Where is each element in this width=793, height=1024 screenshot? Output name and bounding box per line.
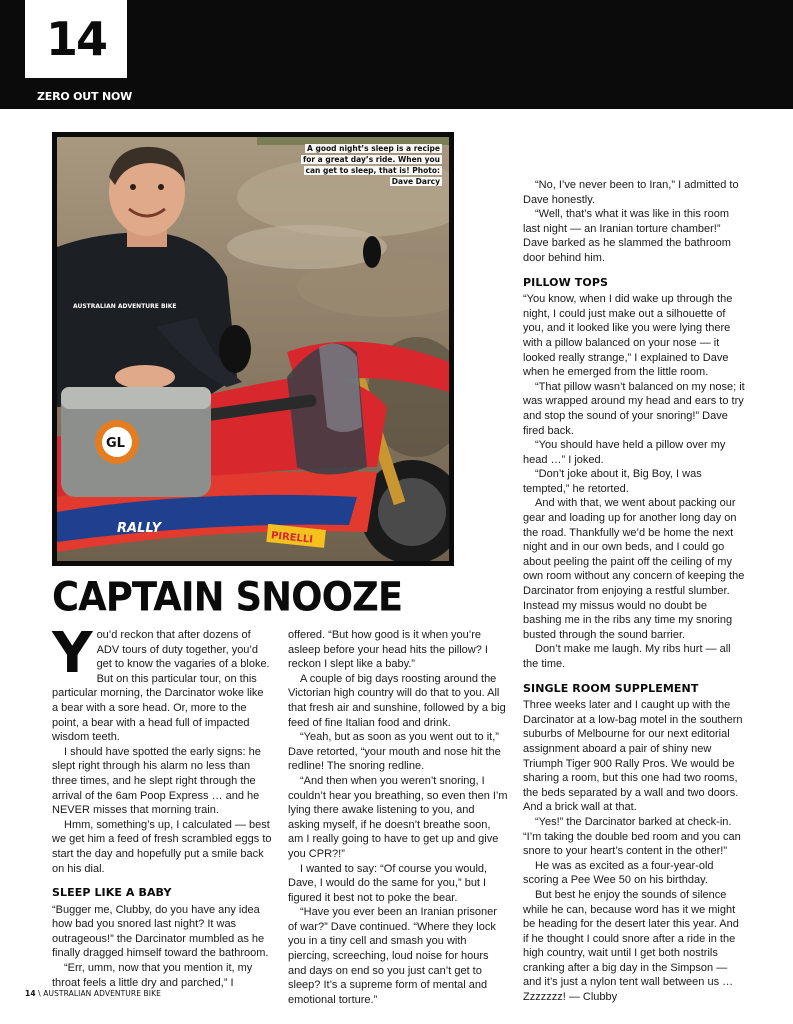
article-column-3 (523, 178, 745, 1005)
paragraph: Three weeks later and I caught up with the Darcinator at a low-bag motel in the southern suburbs of Melbourne for our next editorial assignment aboard a pair of shiny new Triumph Tiger 900 Rally Pros. We would be sharing a room, but this one had two rooms, the beds separated by a wall and two doors. And a brick wall at that. (523, 699, 743, 814)
rider-with-motorcycle-illustration (57, 137, 449, 561)
sponsor-logo: PIRELLI (270, 530, 314, 546)
footer-separator: \ (38, 989, 41, 998)
paragraph: “And then when you weren’t snoring, I couldn’t hear you breathing, so even then I’m lying there awake listening to you, and asking myself, if he doesn’t breathe soon, am I really going to have to get up and give you CPR?!” (288, 774, 508, 860)
article-column-1 (52, 621, 272, 990)
paragraph: “Have you ever been an Iranian prisoner of war?” Dave continued. “Where they lock you in a tiny cell and smash you with piercing, screeching, loud noise for hours and days on end so you just can’t get to sleep? It’s a supreme form of mental and emotional torture.” (288, 906, 497, 1006)
paragraph: “You know, when I did wake up through the night, I could just make out a silhouette of you, and it looked like you were lying there with a pillow balanced on your nose — it looked really strange,” I explained to Dave when he emerged from the little room. (523, 293, 733, 379)
drop-cap: Y (52, 621, 93, 686)
subheading: SLEEP LIKE A BABY (52, 886, 172, 900)
subheading: SINGLE ROOM SUPPLEMENT (523, 681, 699, 695)
photo-caption: A good night’s sleep is a recipe for a great day’s ride. When you can get to sleep, that is! Photo: Dave Darcy (302, 144, 440, 186)
paragraph: I should have spotted the early signs: he slept right through his alarm no less than three times, and he slept right through the arrival of the 6am Poop Express … and he NEVER misses that morning train. (52, 745, 261, 817)
paragraph: “Well, that’s what it was like in this room last night — an Iranian torture chamber!” Dave barked as he slammed the bathroom door behind him. (523, 208, 731, 264)
paragraph: “Err, umm, now that you mention it, my throat feels a little dry and parched,” I (52, 962, 253, 989)
paragraph: Don’t make me laugh. My ribs hurt — all the time. (523, 643, 731, 670)
footer-publication: AUSTRALIAN ADVENTURE BIKE (43, 989, 161, 998)
article-headline: CAPTAIN SNOOZE (52, 574, 403, 621)
paragraph: “That pillow wasn’t balanced on my nose; it was wrapped around my head and ears to try and stop the sound of your snoring!” Dave fired back. (523, 380, 745, 437)
paragraph: offered. “But how good is it when you’re asleep before your head hits the pillow? I reckon I slept like a baby.” (288, 629, 488, 671)
page-footer (25, 989, 161, 998)
paragraph: But best he enjoy the sounds of silence while he can, because word has it we might be heading for the desert later this year. And if he thought I could snore after a ride in the high country, wait until I get both nostrils cranking after a big day in the Simpson — and it’s just a nylon tent wall between us … Zzzzzzz! — Clubby (523, 888, 739, 1004)
paragraph: “Yeah, but as soon as you went out to it,” Dave retorted, “your mouth and nose hit the redline! The snoring redline. (288, 731, 501, 773)
shirt-logo: AUSTRALIAN ADVENTURE BIKE (73, 303, 177, 310)
paragraph: Hmm, something’s up, I calculated — best we get him a feed of fresh scrambled eggs to start the day and hopefully put a smile back on his dial. (52, 818, 272, 875)
paragraph: “No, I’ve never been to Iran,” I admitted to Dave honestly. (523, 179, 739, 206)
subheading: PILLOW TOPS (523, 275, 609, 289)
footer-page-number: 14 (25, 989, 36, 998)
top-banner (0, 0, 793, 109)
page-number-box (25, 0, 127, 78)
article-column-2 (288, 628, 508, 1007)
paragraph: I wanted to say: “Of course you would, Dave, I would do the same for you,” but I figured it best not to poke the bear. (288, 862, 488, 904)
section-label: ZERO OUT NOW (37, 90, 133, 103)
paragraph: He was as excited as a four-year-old scoring a Pee Wee 50 on his birthday. (523, 859, 714, 887)
fairing-text: RALLY (117, 521, 162, 536)
paragraph: A couple of big days roosting around the Victorian high country will do that to you. All that fresh air and sunshine, followed by a big feed of fine Italian food and drink. (288, 672, 506, 729)
feature-photo (52, 132, 454, 566)
bag-logo: GL (106, 436, 125, 451)
paragraph: “You should have held a pillow over my head …” I joked. (523, 439, 726, 466)
paragraph: And with that, we went about packing our gear and loading up for another long day on the road. Thankfully we’d be home the next night and in our own beds, and I could go about peeling the paint off the ceiling of my own room without any concern of keeping the Darcinator from enjoying a restful slumber. Instead my missus would no doubt be bashing me in the ribs any time my snoring busted through the sound barrier. (523, 497, 745, 641)
paragraph: “Bugger me, Clubby, do you have any idea how bad you snored last night? It was outrageous!” the Darcinator mumbled as he finally dragged himself toward the bathroom. (52, 903, 269, 960)
paragraph: “Don’t joke about it, Big Boy, I was tempted,” he retorted. (523, 468, 702, 495)
paragraph: ou’d reckon that after dozens of ADV tours of duty together, you’d get to know the vagaries of a bloke. But on this particular tour, on this particular morning, the Darcinator woke like a bear with a sore head. Or, more to the point, a bear with a head full of impacted wisdom teeth. (52, 629, 270, 744)
paragraph: “Yes!” the Darcinator barked at check-in. “I’m taking the double bed room and you can snore to your heart’s content in the other!” (523, 815, 741, 858)
page-number: 14 (45, 12, 106, 66)
